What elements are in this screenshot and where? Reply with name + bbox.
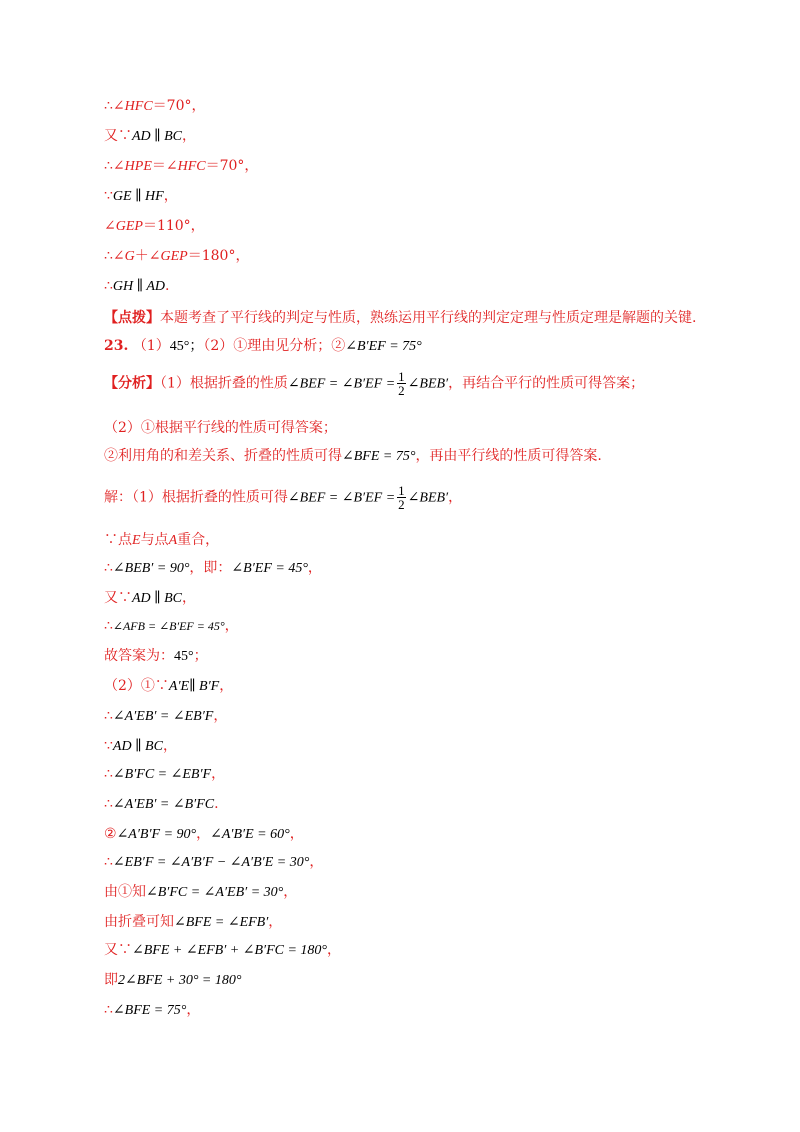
line-aeb-bfc bbox=[104, 794, 219, 815]
text: . bbox=[165, 278, 170, 294]
line-ad-parallel-bc-2 bbox=[104, 588, 196, 609]
therefore-symbol: ∴ bbox=[104, 854, 113, 870]
analysis-tag: 【分析】 bbox=[104, 375, 160, 392]
math-expr: GH ∥ AD bbox=[112, 279, 166, 294]
hint-tag: 【点拨】 bbox=[104, 310, 160, 326]
math-expr: ∠BFE = ∠EFB′ bbox=[174, 915, 269, 930]
line-fold-bfe-efb bbox=[104, 912, 282, 933]
line-sum-180 bbox=[104, 940, 341, 961]
math-expr: ∠B′FC = ∠EB′F bbox=[112, 767, 212, 782]
math-expr: AD ∥ BC bbox=[132, 129, 183, 144]
line-g-plus-gep bbox=[104, 246, 249, 267]
math-expr: ∠AFB = ∠B′EF = 45° bbox=[112, 619, 225, 633]
text: ＝ bbox=[151, 158, 166, 174]
text: ， bbox=[268, 914, 283, 930]
line-afb-45 bbox=[104, 616, 239, 636]
math-expr: E bbox=[132, 533, 141, 548]
text: ， bbox=[213, 708, 228, 724]
math-expr: ∠HFC bbox=[165, 159, 206, 174]
text: . bbox=[214, 796, 219, 812]
analysis-paragraph bbox=[104, 370, 644, 397]
text: 故答案为： bbox=[104, 648, 174, 664]
math-expr: ∠A′EB′ = ∠B′FC bbox=[112, 797, 215, 812]
text: ，再结合平行的性质可得答案； bbox=[448, 375, 645, 392]
text: 又∵ bbox=[104, 942, 132, 958]
text: ， bbox=[309, 854, 324, 870]
because-symbol: ∵ bbox=[104, 188, 113, 204]
math-expr: ∠EB′F = ∠A′B′F − ∠A′B′E = 30° bbox=[112, 855, 310, 870]
text: 解：（1）根据折叠的性质可得 bbox=[104, 489, 288, 506]
text: ； bbox=[193, 648, 208, 664]
math-expr: A′E∥ B′F bbox=[168, 679, 220, 694]
line-ebf-30 bbox=[104, 852, 323, 873]
math-expr: ∠HPE bbox=[112, 159, 152, 174]
text: （2）①∵ bbox=[104, 678, 169, 694]
text: 与点 bbox=[140, 532, 169, 548]
text: ，即： bbox=[189, 560, 232, 576]
text: （2）①理由见分析；② bbox=[203, 338, 346, 354]
line-gep-110 bbox=[104, 216, 205, 237]
text: ， bbox=[162, 738, 177, 754]
text: ， bbox=[283, 884, 298, 900]
line-aeb-ebf bbox=[104, 706, 227, 727]
question-number: 23. bbox=[104, 338, 129, 354]
because-symbol: ∵ bbox=[104, 738, 113, 754]
fraction-denominator: 2 bbox=[398, 497, 405, 512]
text: ，再由平行线的性质可得答案. bbox=[415, 448, 602, 464]
text: 又∵ bbox=[104, 128, 132, 144]
therefore-symbol: ∴ bbox=[104, 248, 113, 264]
text: ＝110°， bbox=[142, 218, 205, 234]
text: ＋ bbox=[134, 248, 149, 264]
therefore-symbol: ∴ bbox=[104, 98, 113, 114]
math-expr: 2∠BFE + 30° = 180° bbox=[118, 973, 242, 988]
math-expr: ∠A′EB′ = ∠EB′F bbox=[112, 709, 214, 724]
therefore-symbol: ∴ bbox=[104, 766, 113, 782]
fraction-numerator: 1 bbox=[398, 369, 405, 384]
text: ， bbox=[182, 128, 197, 144]
line-part2-ae-parallel bbox=[104, 676, 233, 697]
line-abf-90-abe-60 bbox=[104, 824, 304, 845]
line-ge-parallel-hf bbox=[104, 186, 178, 207]
text: ＝180°， bbox=[187, 248, 250, 264]
analysis-part2-1 bbox=[104, 418, 337, 438]
fraction bbox=[397, 484, 406, 511]
text: ， bbox=[196, 826, 211, 842]
hint-text: 本题考查了平行线的判定与性质，熟练运用平行线的判定定理与性质定理是解题的关键. bbox=[160, 310, 697, 326]
text: ， bbox=[224, 618, 239, 634]
hint-paragraph bbox=[104, 308, 696, 328]
math-expr: ∠BEB′ = 90° bbox=[112, 561, 190, 576]
text: 由折叠可知 bbox=[104, 914, 174, 930]
line-bfc-30 bbox=[104, 882, 297, 903]
math-expr: ∠B′EF = 75° bbox=[345, 339, 422, 354]
math-expr: ∠G bbox=[112, 249, 135, 264]
line-ad-parallel-bc bbox=[104, 126, 196, 147]
therefore-symbol: ∴ bbox=[104, 560, 113, 576]
question-23-answer bbox=[104, 336, 422, 357]
solution-part1 bbox=[104, 484, 462, 511]
text: ， bbox=[289, 826, 304, 842]
text: ② bbox=[104, 826, 117, 842]
text: ， bbox=[327, 942, 342, 958]
math-expr: ∠BEB′ bbox=[407, 376, 449, 392]
line-bfe-75 bbox=[104, 1000, 200, 1021]
therefore-symbol: ∴ bbox=[104, 796, 113, 812]
fraction-numerator: 1 bbox=[398, 483, 405, 498]
line-bfc-ebf bbox=[104, 764, 225, 785]
math-expr: GE ∥ HF bbox=[112, 189, 164, 204]
math-expr: AD ∥ BC bbox=[132, 591, 183, 606]
text: （1）根据折叠的性质 bbox=[160, 375, 288, 392]
text: ， bbox=[307, 560, 322, 576]
math-expr: ∠GEP bbox=[148, 249, 188, 264]
text: （1） bbox=[132, 338, 170, 354]
math-expr: ∠A′B′F = 90° bbox=[116, 827, 197, 842]
therefore-symbol: ∴ bbox=[104, 1002, 113, 1018]
text: 重合， bbox=[177, 532, 220, 548]
text: ， bbox=[448, 489, 463, 506]
text: ∴ bbox=[104, 158, 113, 174]
fraction bbox=[397, 370, 406, 397]
math-expr: AD ∥ BC bbox=[112, 739, 163, 754]
text: ＝70°， bbox=[152, 98, 206, 114]
text: 由①知 bbox=[104, 884, 146, 900]
line-answer-45 bbox=[104, 646, 208, 667]
line-beb-90 bbox=[104, 558, 322, 579]
math-expr: A bbox=[168, 533, 178, 548]
line-2bfe-180 bbox=[104, 970, 241, 991]
text: ， bbox=[163, 188, 178, 204]
math-expr: 45°； bbox=[169, 339, 204, 354]
text: ∵点 bbox=[104, 532, 132, 548]
text: 又∵ bbox=[104, 590, 132, 606]
analysis-part2-2 bbox=[104, 446, 602, 467]
math-expr: ∠A′B′E = 60° bbox=[210, 827, 290, 842]
math-expr: ∠B′FC = ∠A′EB′ = 30° bbox=[146, 885, 284, 900]
math-expr: ∠BFE = 75° bbox=[342, 449, 416, 464]
text: ②利用角的和差关系、折叠的性质可得 bbox=[104, 448, 342, 464]
text: （2）①根据平行线的性质可得答案； bbox=[104, 420, 337, 436]
text: ， bbox=[211, 766, 226, 782]
math-expr: ∠GEP bbox=[104, 219, 143, 234]
math-expr: ∠BFE + ∠EFB′ + ∠B′FC = 180° bbox=[132, 943, 328, 958]
math-expr: ∠HFC bbox=[112, 99, 153, 114]
text: ＝70°， bbox=[205, 158, 259, 174]
line-ad-parallel-bc-3 bbox=[104, 736, 177, 757]
math-expr: ∠B′EF = 45° bbox=[231, 561, 308, 576]
math-expr: ∠BFE = 75° bbox=[112, 1003, 187, 1018]
math-expr: ∠BEF = ∠B′EF = bbox=[287, 490, 396, 506]
line-e-coincides-a bbox=[104, 530, 219, 551]
therefore-symbol: ∴ bbox=[104, 618, 113, 634]
math-expr: ∠BEB′ bbox=[407, 490, 449, 506]
therefore-symbol: ∴ bbox=[104, 278, 113, 294]
line-hfc-70 bbox=[104, 96, 205, 117]
therefore-symbol: ∴ bbox=[104, 708, 113, 724]
math-expr: 45° bbox=[174, 649, 194, 664]
text: ， bbox=[186, 1002, 201, 1018]
fraction-denominator: 2 bbox=[398, 383, 405, 398]
line-hpe-hfc bbox=[104, 156, 258, 177]
text: 即 bbox=[104, 972, 118, 988]
text: ， bbox=[219, 678, 234, 694]
line-gh-parallel-ad bbox=[104, 276, 169, 297]
math-expr: ∠BEF = ∠B′EF = bbox=[287, 376, 396, 392]
text: ， bbox=[182, 590, 197, 606]
